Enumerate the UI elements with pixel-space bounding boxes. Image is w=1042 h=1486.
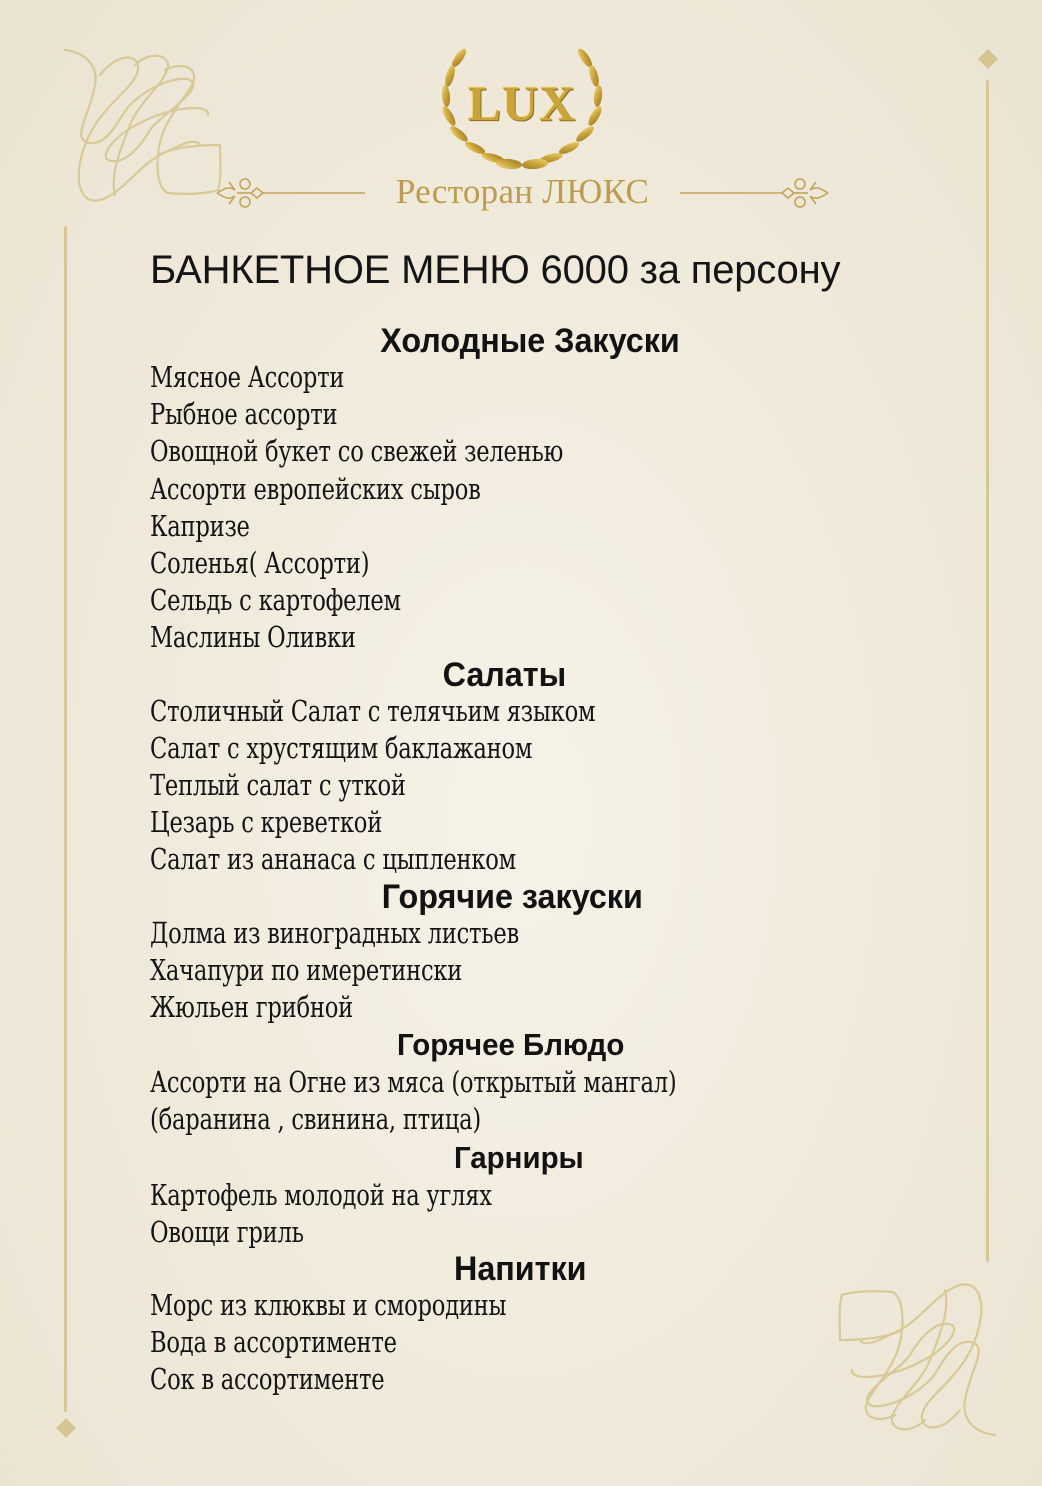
menu-item: Овощной букет со свежей зеленью <box>150 434 564 469</box>
section-heading: Холодные Закуски <box>380 322 680 360</box>
diamond-ornament-bottom-left <box>56 1418 76 1438</box>
menu-item: Маслины Оливки <box>150 620 356 655</box>
section-heading: Напитки <box>454 1250 587 1289</box>
restaurant-name-row <box>215 168 830 218</box>
diamond-ornament-top-right <box>978 49 998 69</box>
menu-item: Долма из виноградных листьев <box>150 915 520 950</box>
menu-item: Вода в ассортименте <box>150 1325 397 1360</box>
menu-content <box>150 323 910 1399</box>
menu-item: Морс из клюквы и смородины <box>150 1288 507 1323</box>
menu-item: Рыбное ассорти <box>150 397 338 432</box>
menu-item: Капризе <box>150 508 250 543</box>
section-main-course <box>150 1026 910 1138</box>
menu-item: Салат с хрустящим баклажаном <box>150 730 533 765</box>
section-salads <box>150 657 910 879</box>
section-heading: Горячее Блюдо <box>397 1027 625 1063</box>
menu-item: Сельдь с картофелем <box>150 583 401 618</box>
logo-text: LUX <box>467 75 577 131</box>
section-heading: Горячие закуски <box>381 877 643 916</box>
lux-logo <box>437 40 607 175</box>
menu-item: (баранина , свинина, птица) <box>150 1102 481 1137</box>
restaurant-name: Ресторан ЛЮКС <box>395 172 650 211</box>
menu-item: Сок в ассортименте <box>150 1362 385 1397</box>
menu-item: Жюльен грибной <box>150 990 353 1025</box>
menu-item: Соленья( Ассорти) <box>150 546 370 581</box>
menu-item: Картофель молодой на углях <box>150 1177 492 1212</box>
menu-title: БАНКЕТНОЕ МЕНЮ 6000 за персону <box>150 248 841 292</box>
menu-item: Овощи гриль <box>150 1214 304 1249</box>
menu-item: Теплый салат с уткой <box>150 768 406 803</box>
section-hot-appetizers <box>150 879 910 1027</box>
calligraphy-flourish-top-left-icon <box>60 45 230 215</box>
menu-item: Ассорти на Огне из мяса (открытый мангал) <box>150 1065 677 1100</box>
menu-item: Ассорти европейских сыров <box>150 471 481 506</box>
section-cold-appetizers <box>150 323 910 657</box>
menu-item: Цезарь с креветкой <box>150 805 383 840</box>
section-side-dishes <box>150 1139 910 1251</box>
menu-item: Хачапури по имеретински <box>150 952 463 987</box>
section-drinks <box>150 1251 910 1399</box>
section-heading: Гарниры <box>454 1139 584 1175</box>
menu-item: Мясное Ассорти <box>150 360 345 394</box>
left-border-line <box>64 226 67 1412</box>
right-border-line <box>986 80 989 1262</box>
menu-item: Салат из ананаса с цыпленком <box>150 842 517 877</box>
menu-item: Столичный Салат с телячьим языком <box>150 693 596 728</box>
fleur-ornament-right-icon <box>680 168 830 218</box>
section-heading: Салаты <box>442 655 567 694</box>
